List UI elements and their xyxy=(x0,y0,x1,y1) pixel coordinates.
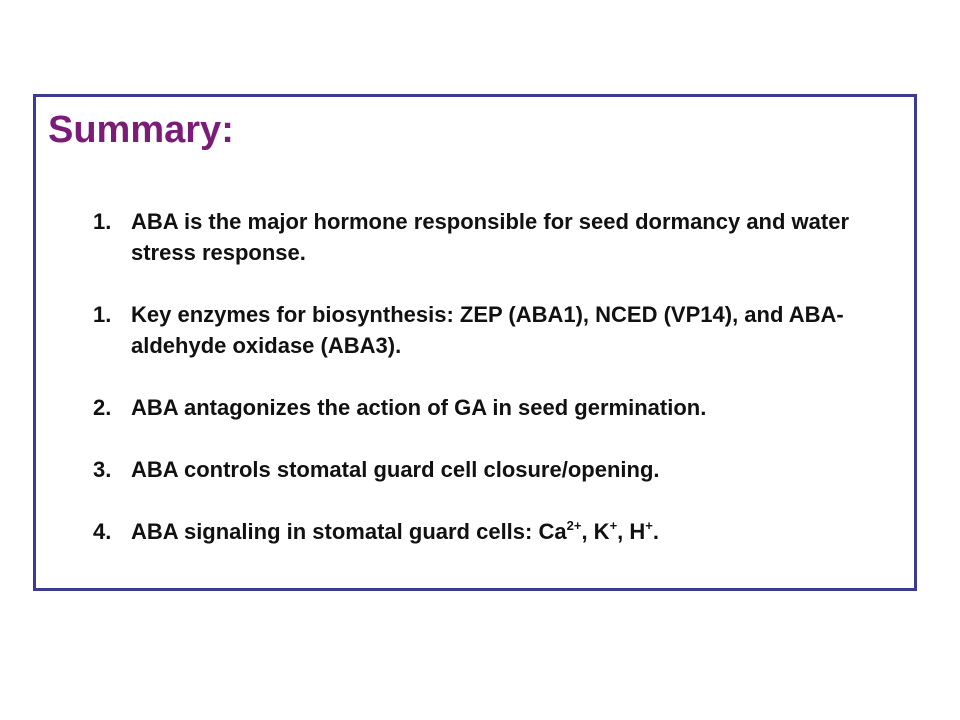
item-number: 1. xyxy=(93,209,112,234)
ion-hydrogen: H+ xyxy=(629,518,653,544)
item-number: 3. xyxy=(93,457,112,482)
list-item xyxy=(93,299,893,361)
item-text: Key enzymes for biosynthesis: ZEP (ABA1), NCED (VP14), and ABA-aldehyde oxidase (ABA3). xyxy=(131,302,844,358)
item-text: ABA controls stomatal guard cell closure/opening. xyxy=(131,457,660,482)
ion-charge: 2+ xyxy=(566,518,582,533)
ion-potassium: K+ xyxy=(593,518,618,544)
item-number: 1. xyxy=(93,302,112,327)
ion-charge: + xyxy=(645,518,653,533)
item-text: ABA signaling in stomatal guard cells: $Ca^{2+}$, K+, H+. xyxy=(131,518,659,544)
list-item xyxy=(93,206,893,268)
summary-box xyxy=(33,94,917,591)
summary-list xyxy=(93,206,893,578)
slide-title: Summary: xyxy=(48,109,234,151)
list-item xyxy=(93,516,893,547)
list-item xyxy=(93,454,893,485)
item-text: ABA antagonizes the action of GA in seed germination. xyxy=(131,395,707,420)
item-number: 2. xyxy=(93,395,112,420)
list-item xyxy=(93,392,893,423)
ion-charge: + xyxy=(609,518,618,533)
ion-calcium: $Ca^{2+}$ xyxy=(538,518,582,544)
item-text: ABA is the major hormone responsible for seed dormancy and water stress response. xyxy=(131,209,850,265)
item-number: 4. xyxy=(93,519,112,544)
item-text-prefix: ABA signaling in stomatal guard cells: xyxy=(131,519,539,544)
